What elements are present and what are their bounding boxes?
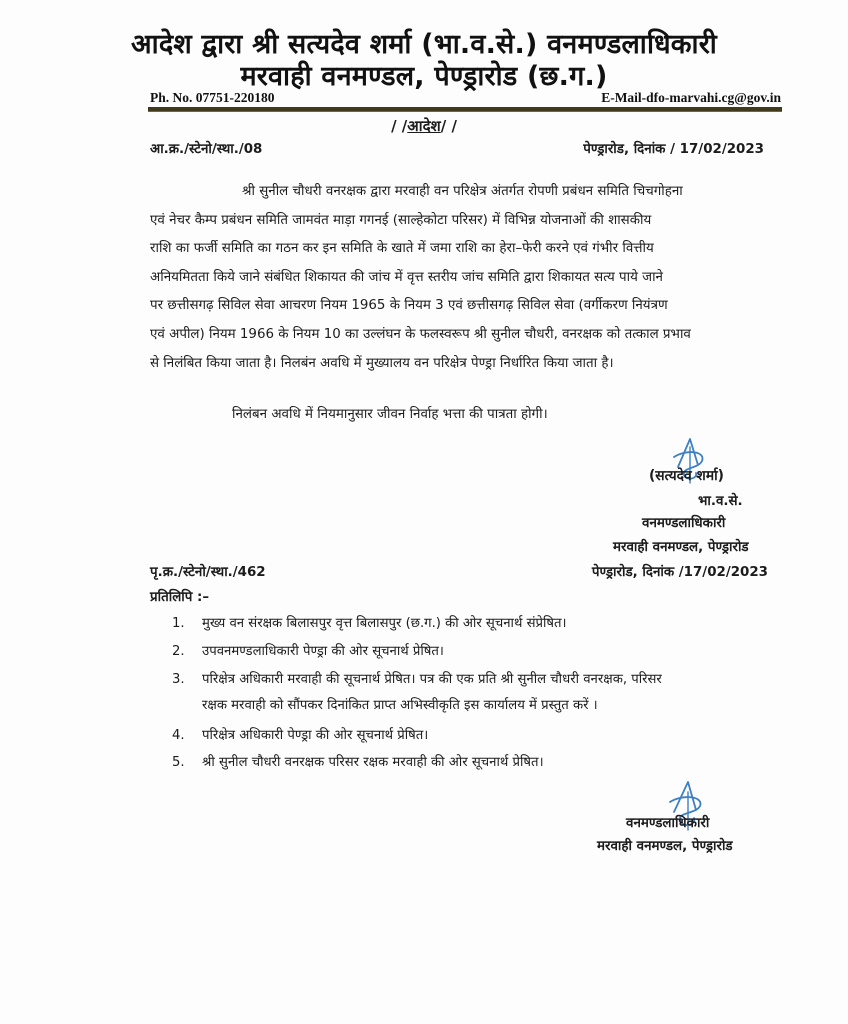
order-body-line: अनियमितता किये जाने संबंधित शिकायत की जांच में वृत्त स्तरीय जांच समिति द्वारा शिकायत सत्य पाये जाने bbox=[150, 269, 663, 285]
list-item-text: परिक्षेत्र अधिकारी मरवाही की सूचनार्थ प्रेषित। पत्र की एक प्रति श्री सुनील चौधरी वनरक्षक, परिसर bbox=[202, 672, 662, 687]
letterhead-office: मरवाही वनमण्डल, पेण्ड्रारोड (छ.ग.) bbox=[240, 61, 608, 92]
order-body-line: पर छत्तीसगढ़ सिविल सेवा आचरण नियम 1965 के नियम 3 एवं छत्तीसगढ़ सिविल सेवा (वर्गीकरण नियंत्रण bbox=[150, 298, 668, 314]
endorsement-reference-number: पृ.क्र./स्टेनो/स्था./462 bbox=[150, 565, 266, 580]
list-item-number: 2. bbox=[172, 644, 185, 659]
signatory-designation: वनमण्डलाधिकारी bbox=[642, 516, 726, 531]
order-heading bbox=[0, 116, 848, 136]
endorsement-signatory-designation: वनमण्डलाधिकारी bbox=[626, 816, 710, 831]
signatory-office: मरवाही वनमण्डल, पेण्ड्रारोड bbox=[613, 540, 749, 555]
allowance-statement: निलंबन अवधि में नियमानुसार जीवन निर्वाह भत्ता की पात्रता होगी। bbox=[232, 407, 548, 422]
signatory-service: भा.व.से. bbox=[698, 494, 743, 509]
order-body-line: एवं नेचर कैम्प प्रबंधन समिति जामवंत माड़ा गगनई (साल्हेकोटा परिसर) में विभिन्न योजनाओं की शासकीय bbox=[150, 212, 652, 228]
letterhead-title: आदेश द्वारा श्री सत्यदेव शर्मा (भा.व.से.) वनमण्डलाधिकारी bbox=[131, 29, 717, 60]
order-heading-prefix: / / bbox=[391, 117, 408, 135]
order-heading-suffix: / / bbox=[440, 117, 457, 135]
list-item-number: 3. bbox=[172, 672, 185, 687]
list-item-text: मुख्य वन संरक्षक बिलासपुर वृत्त बिलासपुर (छ.ग.) की ओर सूचनार्थ संप्रेषित। bbox=[202, 616, 567, 631]
order-body-line: एवं अपील) नियम 1966 के नियम 10 का उल्लंघन के फलस्वरूप श्री सुनील चौधरी, वनरक्षक को तत्काल प्रभाव bbox=[150, 326, 691, 342]
list-item-text: उपवनमण्डलाधिकारी पेण्ड्रा की ओर सूचनार्थ प्रेषित। bbox=[202, 644, 444, 659]
signatory-name: (सत्यदेव शर्मा) bbox=[649, 468, 724, 484]
letterhead-phone: Ph. No. 07751-220180 bbox=[150, 90, 275, 105]
list-item-number: 4. bbox=[172, 728, 185, 743]
copy-to-label: प्रतिलिपि :– bbox=[150, 590, 210, 605]
list-item-number: 1. bbox=[172, 616, 185, 631]
list-item-text: श्री सुनील चौधरी वनरक्षक परिसर रक्षक मरवाही की ओर सूचनार्थ प्रेषित। bbox=[202, 755, 544, 770]
list-item-text-continued: रक्षक मरवाही को सौंपकर दिनांकित प्राप्त अभिस्वीकृति इस कार्यालय में प्रस्तुत करें । bbox=[202, 698, 598, 713]
order-body-line: से निलंबित किया जाता है। निलबंन अवधि में मुख्यालय वन परिक्षेत्र पेण्ड्रा निर्धारित किया जाता है। bbox=[150, 355, 614, 371]
letterhead-email: E-Mail-dfo-marvahi.cg@gov.in bbox=[601, 90, 781, 105]
letterhead-divider bbox=[148, 107, 782, 112]
endorsement-signatory-office: मरवाही वनमण्डल, पेण्ड्रारोड bbox=[597, 839, 733, 854]
order-body bbox=[150, 178, 780, 378]
order-reference-number: आ.क्र./स्टेनो/स्था./08 bbox=[150, 142, 263, 157]
order-heading-title: आदेश bbox=[407, 117, 441, 135]
order-body-line: श्री सुनील चौधरी वनरक्षक द्वारा मरवाही वन परिक्षेत्र अंतर्गत रोपणी प्रबंधन समिति चिचगोहना bbox=[242, 184, 683, 199]
list-item-text: परिक्षेत्र अधिकारी पेण्ड्रा की ओर सूचनार्थ प्रेषित। bbox=[202, 728, 429, 743]
endorsement-place-date: पेण्ड्रारोड, दिनांक /17/02/2023 bbox=[591, 565, 768, 580]
order-place-date: पेण्ड्रारोड, दिनांक / 17/02/2023 bbox=[583, 142, 764, 157]
list-item-number: 5. bbox=[172, 755, 185, 770]
order-body-line: राशि का फर्जी समिति का गठन कर इन समिति के खाते में जमा राशि का हेरा–फेरी करने एवं गंभीर वित्तीय bbox=[150, 241, 654, 257]
